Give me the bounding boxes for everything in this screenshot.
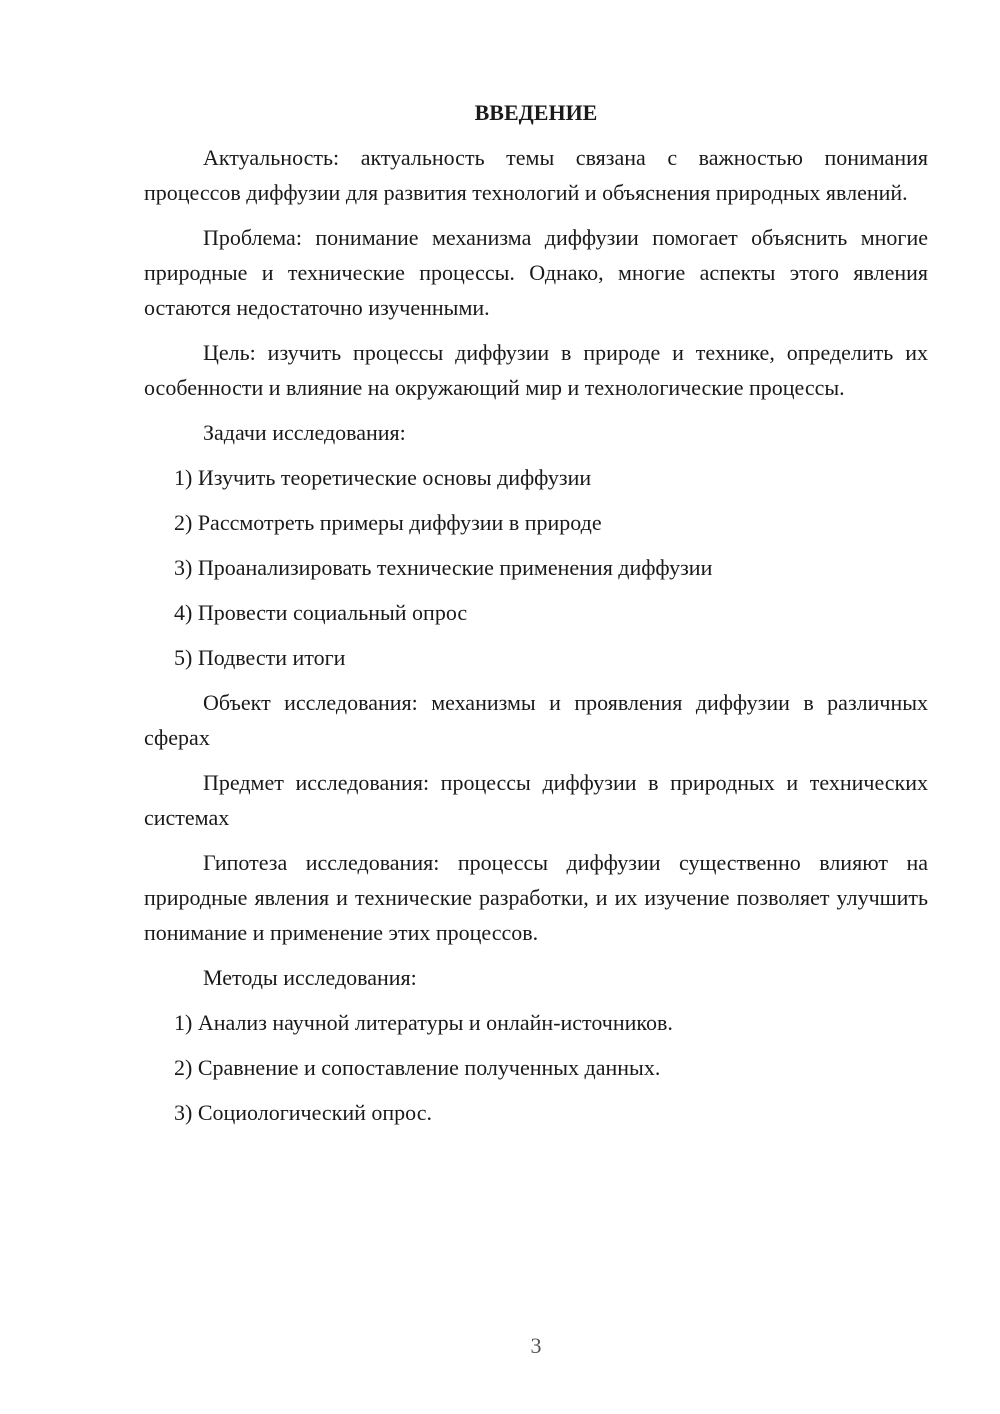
method-item: 2) Сравнение и сопоставление полученных данных.	[174, 1055, 661, 1080]
task-item: 3) Проанализировать технические применения диффузии	[174, 555, 713, 580]
relevance-paragraph: Актуальность: актуальность темы связана с важностью понимания процессов диффузии для развития технологий и объяснения природных явлений.	[144, 145, 928, 205]
page-number: 3	[530, 1333, 542, 1358]
methods-heading: Методы исследования:	[203, 965, 417, 990]
section-title: ВВЕДЕНИЕ	[474, 100, 598, 125]
method-item: 1) Анализ научной литературы и онлайн-источников.	[174, 1010, 673, 1035]
task-item: 4) Провести социальный опрос	[174, 600, 468, 625]
object-paragraph: Объект исследования: механизмы и проявления диффузии в различных сферах	[144, 690, 928, 750]
task-item: 5) Подвести итоги	[174, 645, 346, 670]
goal-paragraph: Цель: изучить процессы диффузии в природе и технике, определить их особенности и влияние на окружающий мир и технологические процессы.	[144, 340, 928, 400]
task-item: 1) Изучить теоретические основы диффузии	[174, 465, 592, 490]
tasks-heading: Задачи исследования:	[203, 420, 406, 445]
task-item: 2) Рассмотреть примеры диффузии в природе	[174, 510, 602, 535]
subject-paragraph: Предмет исследования: процессы диффузии в природных и технических системах	[144, 770, 928, 830]
problem-paragraph: Проблема: понимание механизма диффузии помогает объяснить многие природные и технические процессы. Однако, многие аспекты этого явления остаются недостаточно изученными.	[144, 225, 928, 320]
hypothesis-paragraph: Гипотеза исследования: процессы диффузии существенно влияют на природные явления и технические разработки, и их изучение позволяет улучшить понимание и применение этих процессов.	[144, 850, 928, 945]
page-content	[144, 95, 928, 1140]
method-item: 3) Социологический опрос.	[174, 1100, 432, 1125]
